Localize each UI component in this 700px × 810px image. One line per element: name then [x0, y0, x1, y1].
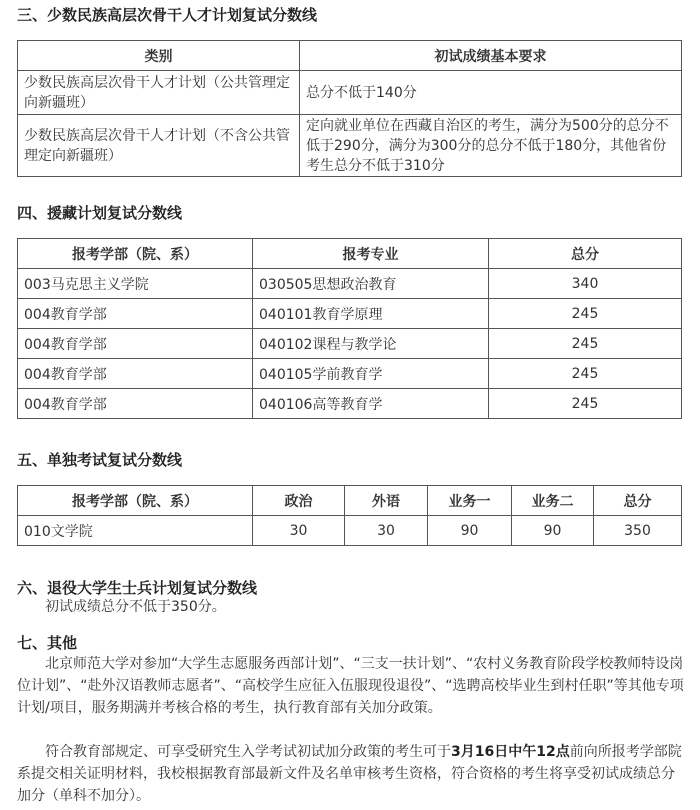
table-header: 业务一: [428, 486, 512, 516]
table-cell: 004教育学部: [18, 299, 253, 329]
table-cell: 90: [428, 516, 512, 546]
table-cell: 245: [489, 359, 682, 389]
section6-title: 六、退役大学生士兵计划复试分数线: [17, 579, 258, 597]
table-row: [18, 516, 682, 546]
table-cell: 030505思想政治教育: [253, 269, 489, 299]
table-header: 类别: [18, 41, 300, 71]
section5-title: 五、单独考试复试分数线: [17, 451, 183, 469]
table-row: [18, 389, 682, 419]
para2-text-after: 前向所报考学部院系提交相关证明材料，我校根据教育部最新文件及名单审核考生资格，符合资格的考生将享受初试成绩总分加分（单科不加分）。: [17, 744, 682, 804]
table-row: [18, 115, 682, 177]
table-cell: 040105学前教育学: [253, 359, 489, 389]
independent-exam-table: [17, 485, 682, 546]
table-cell: 350: [594, 516, 682, 546]
tibet-aid-table: [17, 238, 682, 419]
table-cell: 004教育学部: [18, 329, 253, 359]
minority-talent-table: [17, 40, 682, 177]
deadline-highlight: 3月16日中午12点: [451, 744, 570, 760]
table-row: [18, 71, 682, 115]
table-row: [18, 329, 682, 359]
table-header: 报考学部（院、系）: [18, 486, 253, 516]
table-cell: 040101教育学原理: [253, 299, 489, 329]
section7-paragraph-1: 北京师范大学对参加“大学生志愿服务西部计划”、“三支一扶计划”、“农村义务教育阶段学校教师特设岗位计划”、“赴外汉语教师志愿者”、“高校学生应征入伍服现役退役”、“选聘高校毕业生到村任职”等其他专项计划/项目，服务期满并考核合格的考生，执行教育部有关加分政策。: [17, 656, 684, 716]
section7-title: 七、其他: [17, 634, 78, 652]
table-cell: 定向就业单位在西藏自治区的考生，满分为500分的总分不低于290分，满分为300分的总分不低于180分，其他省份考生总分不低于310分: [300, 115, 682, 177]
table-header: 业务二: [512, 486, 594, 516]
table-cell: 90: [512, 516, 594, 546]
table-cell: 010文学院: [18, 516, 253, 546]
table-cell: 003马克思主义学院: [18, 269, 253, 299]
table-header: 报考学部（院、系）: [18, 239, 253, 269]
table-header: 初试成绩基本要求: [300, 41, 682, 71]
table-cell: 245: [489, 329, 682, 359]
table-cell: 少数民族高层次骨干人才计划（公共管理定向新疆班）: [18, 71, 300, 115]
table-header: 总分: [594, 486, 682, 516]
table-cell: 30: [253, 516, 345, 546]
table-cell: 340: [489, 269, 682, 299]
table-cell: 245: [489, 389, 682, 419]
table-cell: 少数民族高层次骨干人才计划（不含公共管理定向新疆班）: [18, 115, 300, 177]
table-cell: 245: [489, 299, 682, 329]
table-cell: 004教育学部: [18, 359, 253, 389]
table-cell: 004教育学部: [18, 389, 253, 419]
table-cell: 30: [345, 516, 428, 546]
table-cell: 总分不低于140分: [300, 71, 682, 115]
table-header: 总分: [489, 239, 682, 269]
table-cell: 040106高等教育学: [253, 389, 489, 419]
table-row: [18, 269, 682, 299]
table-header: 报考专业: [253, 239, 489, 269]
table-row: [18, 299, 682, 329]
section4-title: 四、援藏计划复试分数线: [17, 204, 183, 222]
section6-text: 初试成绩总分不低于350分。: [45, 599, 226, 615]
para2-text-before: 符合教育部规定、可享受研究生入学考试初试加分政策的考生可于: [45, 744, 451, 760]
table-header: 外语: [345, 486, 428, 516]
section3-title: 三、少数民族高层次骨干人才计划复试分数线: [17, 6, 318, 24]
table-row: [18, 359, 682, 389]
table-header: 政治: [253, 486, 345, 516]
table-cell: 040102课程与教学论: [253, 329, 489, 359]
section7-paragraph-2: [17, 741, 685, 807]
